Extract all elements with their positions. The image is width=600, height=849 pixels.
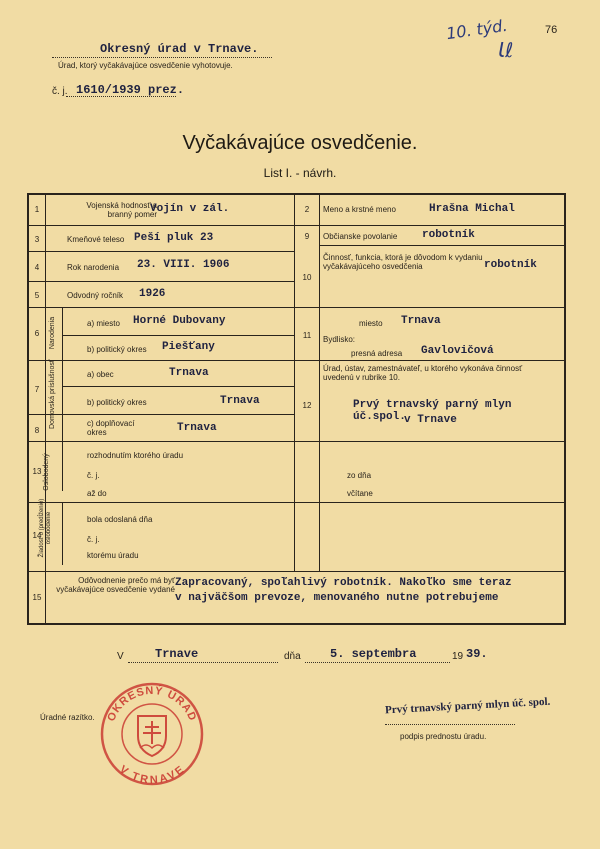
employer-value-line2: v Trnave	[404, 414, 457, 426]
residence-address-value: Gavlovičová	[421, 345, 494, 357]
stamp-top-text: OKRESNÝ ÚRAD	[105, 684, 199, 724]
residence-label: Bydlisko:	[323, 335, 356, 344]
date-day-label: dňa	[284, 651, 301, 662]
reason-label: Odôvodnenie prečo má byť vyčakávajúce osvedčenie vydané	[56, 576, 175, 594]
row-number: 10	[302, 273, 312, 282]
signature-stamp: Prvý trnavský parný mlyn úč. spol.	[384, 695, 551, 717]
exemption-date-label: zo dňa	[347, 471, 372, 480]
employer-value: Prvý trnavský parný mlyn úč.spol.	[353, 399, 512, 423]
unit-label: Kmeňové teleso	[67, 235, 125, 244]
occupation-value: robotník	[422, 229, 475, 241]
row-number: 6	[34, 329, 40, 338]
signature-caption: podpis prednostu úradu.	[400, 732, 487, 741]
domicile-town-value: Trnava	[169, 367, 209, 379]
handwritten-note: 10. týd.	[444, 15, 509, 44]
page-number: 76	[545, 24, 558, 36]
row-number: 5	[34, 291, 40, 300]
domicile-district-value: Trnava	[220, 395, 260, 407]
activity-label: Činnosť, funkcia, ktorá je dôvodom k vydaniu vyčakávajúceho osvedčenia	[323, 253, 483, 271]
row-number: 2	[304, 205, 310, 214]
row-number: 11	[302, 331, 312, 340]
exemption-office-label: rozhodnutím ktorého úradu	[87, 451, 184, 460]
row-number: 7	[34, 385, 40, 394]
domicile-group-label: Domovská príslušnosť	[49, 359, 56, 429]
date-value: 5. septembra	[330, 647, 417, 661]
draft-year-value: 1926	[139, 288, 166, 300]
office-underline	[52, 57, 272, 58]
row-number: 8	[34, 426, 40, 435]
date-place-underline	[128, 662, 278, 663]
ref-underline	[66, 96, 176, 97]
birth-group-label: Narodenia	[49, 316, 56, 350]
seal-label: Úradné razítko.	[40, 713, 95, 722]
exemption-group-label: Oslobodený	[43, 453, 50, 491]
date-year-value: 39.	[466, 647, 488, 661]
row-number: 12	[302, 401, 312, 410]
birth-place-value: Horné Dubovany	[133, 315, 226, 327]
residence-place-value: Trnava	[401, 315, 441, 327]
request-group-label: Žiadosť o (predĺženie) oslobodenie	[39, 498, 52, 558]
recruit-district-label: c) doplňovací okres	[87, 419, 135, 437]
row-number: 3	[34, 235, 40, 244]
occupation-label: Občianske povolanie	[323, 232, 398, 241]
stamp-bottom-text: V TRNAVE	[117, 763, 187, 787]
reason-line-2: v najväčšom prevoze, menovaného nutne potrebujeme	[175, 592, 499, 604]
birth-district-label: b) politický okres	[87, 345, 147, 354]
reason-line-1: Zapracovaný, spoľahlivý robotník. Nakoľko sme teraz	[175, 577, 512, 589]
residence-place-label: miesto	[359, 319, 383, 328]
rank-value: Vojín v zál.	[150, 203, 230, 215]
svg-text:V TRNAVE	[117, 763, 187, 786]
birth-district-value: Piešťany	[162, 341, 215, 353]
name-label: Meno a krstné meno	[323, 205, 396, 214]
row-number: 1	[34, 205, 40, 214]
row-number: 13	[32, 467, 42, 476]
office-name: Okresný úrad v Trnave.	[100, 42, 259, 56]
residence-address-label: presná adresa	[351, 349, 403, 358]
exemption-until-label: až do	[87, 489, 107, 498]
domicile-district-label: b) politický okres	[87, 398, 147, 407]
date-underline	[305, 662, 450, 663]
row-number: 4	[34, 263, 40, 272]
handwritten-signature-mark: Ɩℓ	[498, 38, 514, 62]
coat-of-arms-icon	[138, 716, 166, 756]
birth-year-label: Rok narodenia	[67, 263, 120, 272]
document-title: Vyčakávajúce osvedčenie.	[182, 132, 418, 154]
signature-underline	[385, 724, 515, 725]
row-number: 9	[304, 232, 310, 241]
ref-value: 1610/1939 prez.	[76, 83, 185, 97]
name-value: Hrašna Michal	[429, 203, 515, 215]
document-subtitle: List I. - návrh.	[263, 166, 337, 180]
row-number: 15	[32, 593, 42, 602]
row-number: 14	[32, 531, 42, 540]
date-year-prefix: 19	[452, 651, 464, 662]
domicile-town-label: a) obec	[87, 370, 114, 379]
rank-label: Vojenská hodnosť a branný pomer	[86, 201, 157, 219]
employer-label: Úrad, ústav, zamestnávateľ, u ktorého vykonáva činnosť uvedenú v rubrike 10.	[323, 364, 523, 382]
date-v-label: V	[117, 651, 124, 662]
request-ref-label: č. j.	[87, 535, 100, 544]
date-place-value: Trnave	[155, 647, 199, 661]
request-sent-label: bola odoslaná dňa	[87, 515, 153, 524]
office-stamp	[98, 680, 206, 788]
birth-year-value: 23. VIII. 1906	[137, 259, 230, 271]
birth-place-label: a) miesto	[87, 319, 120, 328]
recruit-district-value: Trnava	[177, 422, 217, 434]
form-table	[27, 193, 566, 625]
activity-value: robotník	[484, 259, 537, 271]
exemption-ref-label: č. j.	[87, 471, 100, 480]
ref-label: č. j.	[52, 86, 68, 97]
unit-value: Peší pluk 23	[134, 232, 214, 244]
request-office-label: ktorému úradu	[87, 551, 139, 560]
office-caption: Úrad, ktorý vyčakávajúce osvedčenie vyhotovuje.	[58, 61, 233, 70]
draft-year-label: Odvodný ročník	[67, 291, 124, 300]
exemption-inclusive-label: včítane	[347, 489, 373, 498]
